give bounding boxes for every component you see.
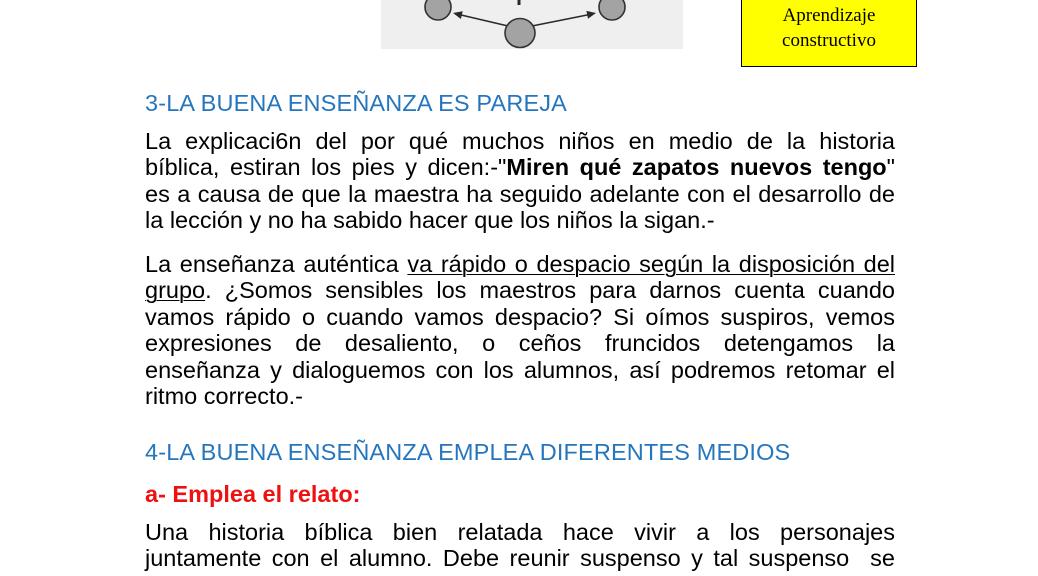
paragraph-line [145,357,895,383]
paragraph-line [145,330,895,356]
paragraph [145,128,895,234]
paragraph-text: es a causa de que la maestra ha seguido adelante con el desarrollo de [145,180,895,207]
diagram-arrow-right-shaft [532,15,589,26]
diagram-figure [381,0,683,49]
paragraph-text: expresiones de desaliento, o ceños fruncidos detengamos la [145,330,895,357]
paragraph-line [145,251,895,277]
subsection-heading: a- Emplea el relato: [145,481,361,507]
paragraph-line [145,383,895,409]
label-box [741,0,917,67]
diagram-circle-right [599,0,625,20]
paragraph-text: Una historia bíblica bien relatada hace vivir a los personajes [145,519,895,545]
underlined-text: va rápido o despacio según la disposición del [407,251,895,277]
paragraph-line [145,154,895,180]
paragraph [145,519,895,572]
paragraph-line [145,277,895,303]
paragraph-line [145,545,895,571]
paragraph-text: juntamente con el alumno. Debe reunir suspenso y tal suspenso se [145,545,895,572]
underlined-text: grupo [145,277,206,304]
paragraph-text: bíblica, estiran los pies y dicen:-" [145,154,507,181]
paragraph-text: ritmo correcto.- [145,382,303,409]
bold-quote-text: Miren qué zapatos nuevos tengo [506,154,887,181]
paragraph-line [145,207,895,233]
paragraph-text: La explicaci6n del por qué muchos niños en medio de la historia [145,128,895,154]
section-heading: 4-LA BUENA ENSEÑANZA EMPLEA DIFERENTES MEDIOS [145,439,791,465]
diagram-arrowhead-right [586,11,596,19]
paragraph-text: . ¿Somos sensibles los maestros para darnos cuenta cuando [205,277,895,304]
paragraph-line [145,519,895,545]
paragraph-text: " [886,154,896,181]
paragraph-text: la lección y no ha sabido hacer que los niños la sigan.- [145,207,715,234]
label-box-line: constructivo [782,30,876,51]
paragraph-line [145,304,895,330]
paragraph [145,251,895,409]
diagram-circle-center [505,19,535,48]
paragraph-text: La enseñanza auténtica [145,251,408,277]
paragraph-line [145,181,895,207]
paragraph-line [145,128,895,154]
diagram-arrow-left-shaft [459,15,508,27]
paragraph-text: enseñanza y dialoguemos con los alumnos, así podremos retomar el [145,356,895,383]
label-box-line: Aprendizaje [782,5,876,26]
diagram-circle-left [425,0,451,20]
paragraph-text: vamos rápido o cuando vamos despacio? Si oímos suspiros, vemos [145,303,895,330]
diagram-arrowhead-left [453,11,463,19]
diagram-svg [381,0,683,49]
section-heading: 3-LA BUENA ENSEÑANZA ES PAREJA [145,90,567,116]
